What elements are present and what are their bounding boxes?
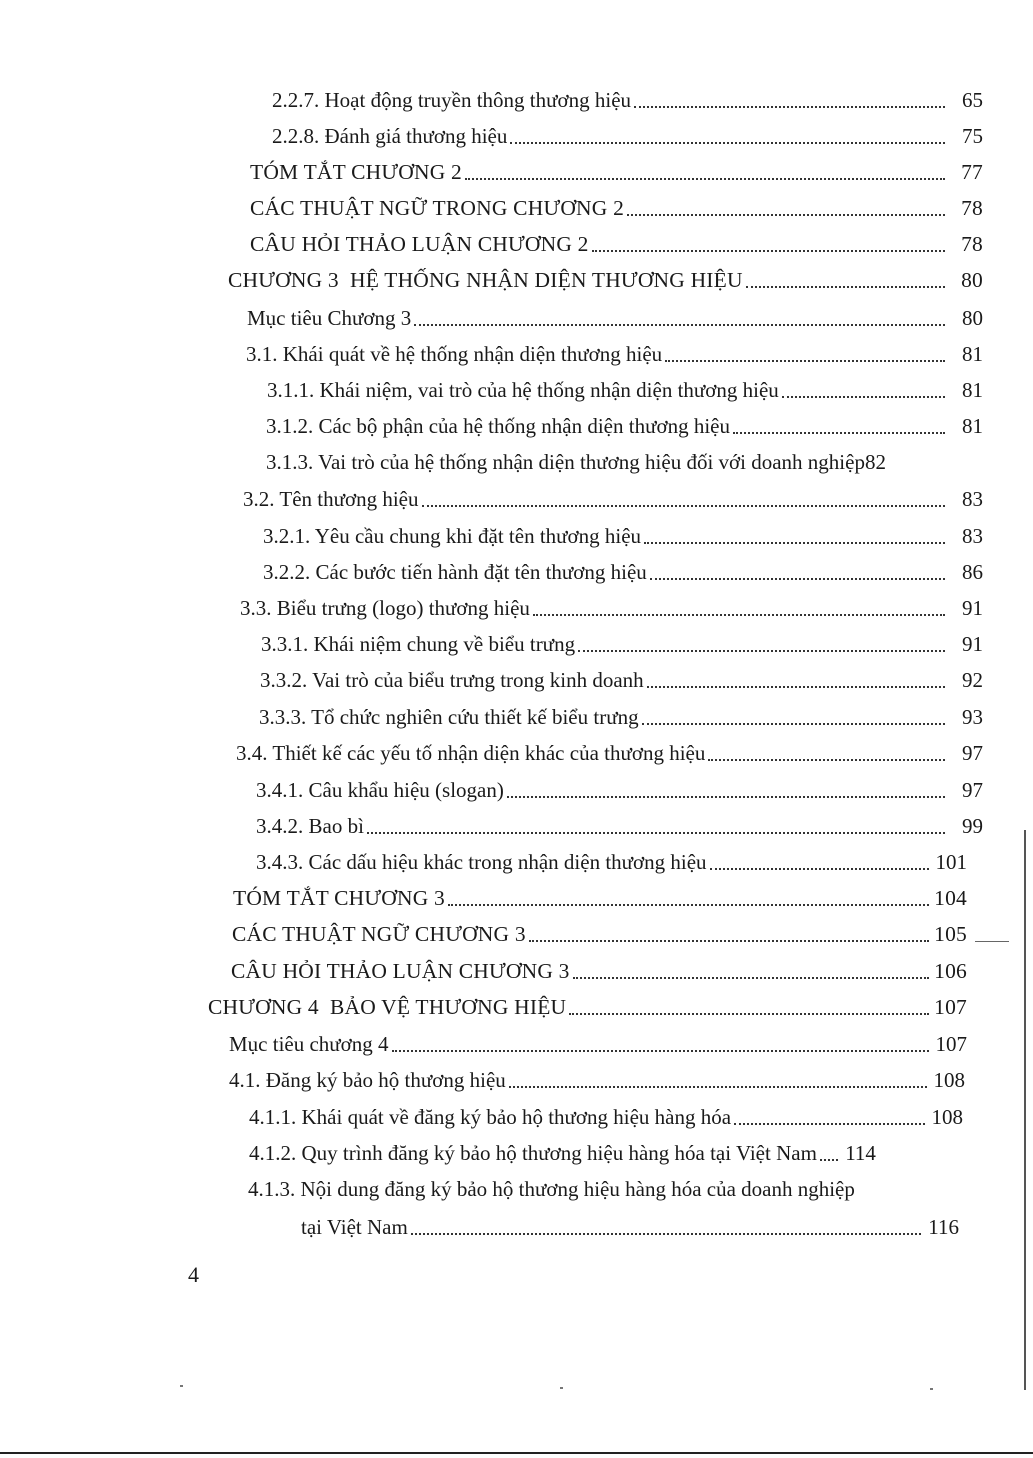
- toc-entry-page: 78: [961, 196, 983, 220]
- toc-entry-title: CHƯƠNG 4 BẢO VỆ THƯƠNG HIỆU: [208, 995, 567, 1019]
- dot-leader: [782, 395, 945, 398]
- dot-leader: [367, 831, 945, 834]
- toc-entry-page: 101: [935, 850, 967, 874]
- toc-entry: [231, 955, 967, 985]
- dot-leader: [647, 685, 945, 688]
- dot-leader: [448, 903, 929, 906]
- dot-leader: [820, 1158, 838, 1161]
- dot-leader: [710, 867, 929, 870]
- toc-entry-title: CÂU HỎI THẢO LUẬN CHƯƠNG 3: [231, 959, 570, 983]
- dot-leader: [642, 722, 945, 725]
- toc-entry-title: 4.1.1. Khái quát về đăng ký bảo hộ thương hiệu hàng hóa: [249, 1105, 732, 1129]
- toc-entry-page: 75: [962, 124, 983, 148]
- scan-speck: [975, 941, 1009, 942]
- dot-leader: [578, 649, 945, 652]
- toc-chapter-heading: [208, 991, 967, 1021]
- toc-entry-page: 80: [962, 306, 983, 330]
- toc-entry-title: CÂU HỎI THẢO LUẬN CHƯƠNG 2: [250, 232, 589, 256]
- toc-entry-title: 3.4.1. Câu khẩu hiệu (slogan): [256, 778, 504, 802]
- dot-leader: [510, 141, 945, 144]
- toc-entry: [272, 84, 983, 114]
- dot-leader: [644, 541, 945, 544]
- toc-entry: [266, 446, 977, 476]
- toc-entry-title: 3.1.2. Các bộ phận của hệ thống nhận diện thương hiệu: [266, 414, 730, 438]
- toc-entry: [246, 338, 983, 368]
- toc-entry-page: 97: [962, 778, 983, 802]
- toc-entry-page: 77: [961, 160, 983, 184]
- toc-entry: [229, 1064, 965, 1094]
- toc-entry-title: CÁC THUẬT NGỮ TRONG CHƯƠNG 2: [250, 196, 625, 220]
- toc-entry-page: 82: [864, 450, 886, 474]
- toc-entry-page: 97: [962, 741, 983, 765]
- toc-entry: [236, 737, 983, 767]
- toc-entry: [267, 374, 983, 404]
- toc-entry-title: tại Việt Nam: [301, 1215, 408, 1239]
- toc-entry-title: 3.4.3. Các dấu hiệu khác trong nhận diện thương hiệu: [256, 850, 707, 874]
- toc-entry-page: 81: [962, 378, 983, 402]
- toc-entry-title: 3.1.1. Khái niệm, vai trò của hệ thống nhận diện thương hiệu: [267, 378, 779, 402]
- scan-speck: [180, 1385, 183, 1387]
- dot-leader: [650, 577, 945, 580]
- toc-entry: [243, 483, 983, 513]
- toc-entry-page: 83: [962, 487, 983, 511]
- toc-chapter-heading: [228, 264, 983, 294]
- toc-entry: [229, 1028, 967, 1058]
- toc-entry-title: 3.2.2. Các bước tiến hành đặt tên thương hiệu: [263, 560, 647, 584]
- toc-entry: [301, 1211, 959, 1241]
- toc-entry-page: 108: [931, 1105, 963, 1129]
- dot-leader: [573, 976, 929, 979]
- toc-entry: [261, 628, 983, 658]
- page-number: 4: [188, 1262, 199, 1287]
- dot-leader: [533, 613, 945, 616]
- toc-entry-page: 107: [934, 995, 967, 1019]
- toc-entry: [250, 228, 983, 258]
- dot-leader: [733, 431, 945, 434]
- toc-entry-title: CHƯƠNG 3 HỆ THỐNG NHẬN DIỆN THƯƠNG HIỆU: [228, 268, 743, 292]
- toc-entry-title: 3.3.3. Tổ chức nghiên cứu thiết kế biểu trưng: [259, 705, 639, 729]
- toc-entry-title: Mục tiêu Chương 3: [247, 306, 412, 330]
- toc-entry-page: 106: [934, 959, 967, 983]
- scan-edge-line: [1024, 830, 1026, 1390]
- toc-entry: [233, 882, 967, 912]
- dot-leader: [592, 249, 945, 252]
- toc-entry-title: 4.1.3. Nội dung đăng ký bảo hộ thương hiệu hàng hóa của doanh nghiệp: [248, 1177, 855, 1201]
- dot-leader: [734, 1122, 925, 1125]
- scan-speck: [560, 1387, 563, 1389]
- toc-entry-title: 3.1.3. Vai trò của hệ thống nhận diện thương hiệu đối với doanh nghiệp: [266, 450, 865, 474]
- toc-entry-title: 3.4.2. Bao bì: [256, 814, 364, 838]
- toc-entry-title: 3.4. Thiết kế các yếu tố nhận diện khác của thương hiệu: [236, 741, 706, 765]
- toc-entry-title: TÓM TẮT CHƯƠNG 2: [250, 160, 462, 184]
- toc-entry-page: 114: [845, 1141, 876, 1165]
- toc-entry: [272, 120, 983, 150]
- toc-entry-page: 83: [962, 524, 983, 548]
- dot-leader: [465, 177, 945, 180]
- toc-entry: [232, 918, 967, 948]
- scan-speck: [930, 1388, 933, 1390]
- toc-entry: [240, 592, 983, 622]
- dot-leader: [746, 285, 945, 288]
- toc-entry-page: 104: [934, 886, 967, 910]
- dot-leader: [569, 1012, 929, 1015]
- toc-entry: [266, 410, 983, 440]
- toc-entry: [263, 556, 983, 586]
- dot-leader: [507, 795, 945, 798]
- dot-leader: [411, 1232, 921, 1235]
- toc-entry-title: CÁC THUẬT NGỮ CHƯƠNG 3: [232, 922, 526, 946]
- toc-entry-title: 2.2.8. Đánh giá thương hiệu: [272, 124, 508, 148]
- toc-entry-title: 3.3. Biểu trưng (logo) thương hiệu: [240, 596, 530, 620]
- toc-entry: [259, 701, 983, 731]
- toc-entry-title: 3.1. Khái quát về hệ thống nhận diện thương hiệu: [246, 342, 663, 366]
- toc-entry-title: 4.1. Đăng ký bảo hộ thương hiệu: [229, 1068, 506, 1092]
- dot-leader: [708, 758, 945, 761]
- toc-entry-page: 108: [933, 1068, 965, 1092]
- toc-entry-title: 3.2. Tên thương hiệu: [243, 487, 419, 511]
- toc-entry: [263, 520, 983, 550]
- toc-entry-page: 86: [962, 560, 983, 584]
- toc-entry: [249, 1137, 961, 1167]
- toc-entry-page: 105: [934, 922, 967, 946]
- toc-entry-title: 2.2.7. Hoạt động truyền thông thương hiệu: [272, 88, 632, 112]
- dot-leader: [627, 213, 945, 216]
- dot-leader: [414, 323, 945, 326]
- toc-entry-title: 3.3.1. Khái niệm chung về biểu trưng: [261, 632, 576, 656]
- toc-entry: [256, 846, 967, 876]
- toc-entry: [256, 810, 983, 840]
- dot-leader: [392, 1049, 929, 1052]
- toc-entry: [260, 664, 983, 694]
- toc-entry-page: 81: [962, 342, 983, 366]
- toc-entry-page: 80: [961, 268, 983, 292]
- toc-entry-page: 116: [928, 1215, 959, 1239]
- toc-entry-page: 81: [962, 414, 983, 438]
- dot-leader: [529, 939, 929, 942]
- dot-leader: [422, 504, 946, 507]
- toc-entry-page: 91: [962, 596, 983, 620]
- toc-entry-page: 107: [935, 1032, 967, 1056]
- toc-entry-page: 78: [961, 232, 983, 256]
- toc-entry-title: Mục tiêu chương 4: [229, 1032, 389, 1056]
- toc-entry-page: 65: [962, 88, 983, 112]
- dot-leader: [665, 359, 945, 362]
- toc-entry-page: 92: [962, 668, 983, 692]
- toc-entry-title: 3.2.1. Yêu cầu chung khi đặt tên thương hiệu: [263, 524, 642, 548]
- toc-entry: [250, 156, 983, 186]
- toc-entry-title: TÓM TẮT CHƯƠNG 3: [233, 886, 445, 910]
- toc-entry-title: 3.3.2. Vai trò của biểu trưng trong kinh doanh: [260, 668, 644, 692]
- toc-entry: [256, 774, 983, 804]
- toc-entry-title: 4.1.2. Quy trình đăng ký bảo hộ thương hiệu hàng hóa tại Việt Nam: [249, 1141, 817, 1165]
- dot-leader: [509, 1085, 927, 1088]
- dot-leader: [634, 105, 945, 108]
- toc-entry: [250, 192, 983, 222]
- toc-entry: [247, 302, 983, 332]
- toc-entry-page: 93: [962, 705, 983, 729]
- toc-entry-page: 99: [962, 814, 983, 838]
- toc-entry-page: 91: [962, 632, 983, 656]
- toc-entry: [249, 1101, 963, 1131]
- scan-bottom-edge: [0, 1452, 1033, 1454]
